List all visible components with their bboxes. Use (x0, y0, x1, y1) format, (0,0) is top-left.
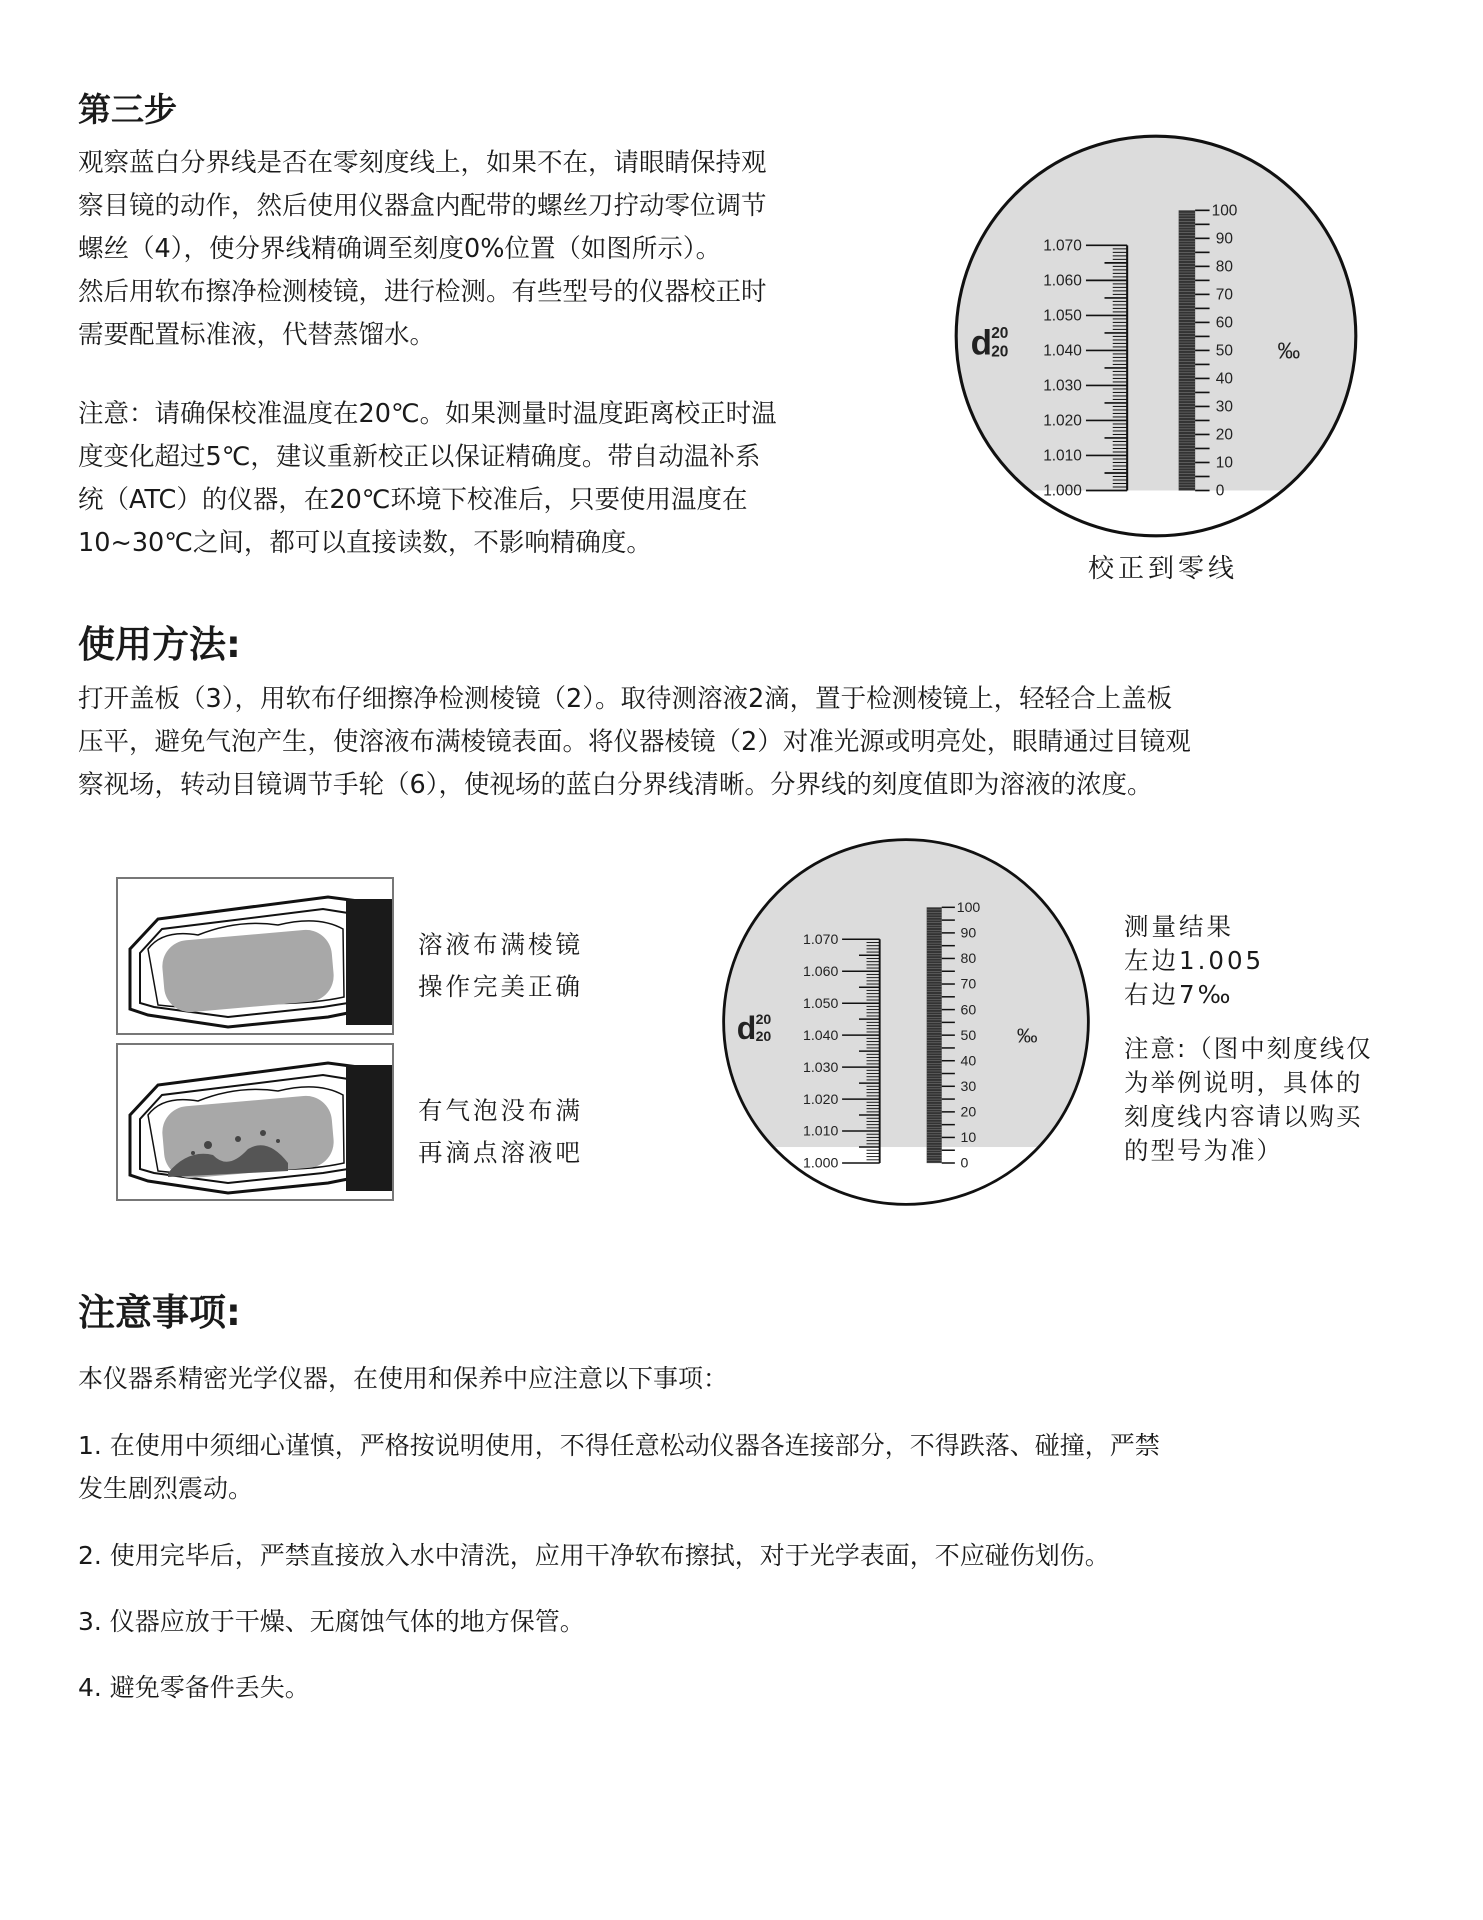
note-line: 的型号为准） (1124, 1136, 1283, 1165)
step3-note (78, 393, 777, 565)
percent-tick-label: 60 (960, 1001, 977, 1018)
text-line: 察视场，转动目镜调节手轮（6），使视场的蓝白分界线清晰。分界线的刻度值即为溶液的浓度。 (78, 770, 1153, 800)
note-line: 注意:（图中刻度线仅 (1124, 1034, 1373, 1063)
precautions-title: 注意事项: (78, 1291, 241, 1334)
permille-unit: ‰ (1277, 337, 1301, 364)
percent-tick-label: 10 (1215, 454, 1233, 472)
percent-tick-label: 90 (1215, 230, 1233, 248)
result-line: 右边7‰ (1124, 980, 1234, 1009)
step3-title: 第三步 (78, 90, 177, 129)
percent-tick-label: 40 (960, 1052, 977, 1069)
measurement-scale-view (718, 834, 1094, 1210)
percent-tick-label: 80 (960, 950, 977, 967)
prism-bad-illustration (116, 1043, 394, 1201)
density-tick-label: 1.070 (1043, 237, 1082, 255)
percent-tick-label: 20 (960, 1103, 977, 1120)
caption-line: 操作完美正确 (418, 972, 583, 1001)
result-note (1124, 1032, 1373, 1168)
text-line: 打开盖板（3），用软布仔细擦净检测棱镜（2）。取待测溶液2滴，置于检测棱镜上，轻轻合上盖板 (78, 684, 1173, 714)
text-line: 发生剧烈震动。 (78, 1474, 254, 1503)
precaution-item-2: 2. 使用完毕后，严禁直接放入水中清洗，应用干净软布擦拭，对于光学表面，不应碰伤划伤。 (78, 1541, 1110, 1570)
text-line: 10~30℃之间，都可以直接读数，不影响精确度。 (78, 528, 652, 558)
measurement-result (1124, 910, 1264, 1012)
dark-field (718, 834, 1094, 1147)
good-caption (418, 927, 583, 1004)
density-tick-label: 1.000 (803, 1154, 839, 1171)
percent-tick-label: 20 (1215, 426, 1233, 444)
density-symbol: d (736, 1009, 757, 1046)
density-tick-label: 1.040 (1043, 342, 1082, 360)
percent-tick-label: 10 (960, 1129, 977, 1146)
percent-tick-label: 70 (960, 975, 977, 992)
caption-line: 再滴点溶液吧 (418, 1138, 583, 1167)
text-line: 观察蓝白分界线是否在零刻度线上，如果不在，请眼睛保持观 (78, 148, 767, 178)
density-tick-label: 1.050 (1043, 307, 1082, 325)
text-line: 统（ATC）的仪器，在20℃环境下校准后，只要使用温度在 (78, 485, 748, 515)
percent-tick-label: 50 (960, 1026, 977, 1043)
step3-text (78, 142, 767, 357)
percent-tick-label: 50 (1215, 342, 1233, 360)
percent-tick-label: 100 (956, 899, 981, 916)
percent-tick-label: 0 (1215, 482, 1225, 500)
percent-tick-label: 100 (1211, 202, 1238, 220)
text-line: 察目镜的动作，然后使用仪器盒内配带的螺丝刀拧动零位调节 (78, 191, 767, 221)
calibration-caption: 校正到零线 (1088, 554, 1239, 584)
text-line: 注意：请确保校准温度在20℃。如果测量时温度距离校正时温 (78, 399, 777, 429)
percent-tick-label: 90 (960, 924, 977, 941)
dark-field (950, 130, 1362, 491)
density-symbol: d (970, 323, 992, 363)
density-symbol-sup: 20 (991, 325, 1009, 343)
density-tick-label: 1.020 (1043, 412, 1082, 430)
text-line: 1. 在使用中须细心谨慎，严格按说明使用，不得任意松动仪器各连接部分，不得跌落、碰撞，严禁 (78, 1431, 1160, 1460)
percent-tick-label: 30 (1215, 398, 1233, 416)
permille-unit: ‰ (1016, 1024, 1038, 1048)
precaution-item-1 (78, 1424, 1160, 1510)
precaution-item-3: 3. 仪器应放于干燥、无腐蚀气体的地方保管。 (78, 1607, 585, 1636)
percent-tick-label: 0 (960, 1154, 969, 1171)
density-tick-label: 1.070 (803, 930, 839, 947)
calibration-scale-view (950, 130, 1362, 542)
percent-tick-label: 40 (1215, 370, 1233, 388)
caption-line: 溶液布满棱镜 (418, 930, 583, 959)
density-symbol-sup: 20 (755, 1010, 772, 1027)
density-tick-label: 1.060 (803, 962, 839, 979)
result-line: 测量结果 (1124, 912, 1234, 941)
density-tick-label: 1.060 (1043, 272, 1082, 290)
density-tick-label: 1.040 (803, 1026, 839, 1043)
usage-text (78, 678, 1191, 807)
density-tick-label: 1.020 (803, 1090, 839, 1107)
percent-tick-label: 80 (1215, 258, 1233, 276)
density-symbol-sub: 20 (991, 343, 1009, 361)
percent-tick-label: 30 (960, 1077, 977, 1094)
density-tick-label: 1.000 (1043, 482, 1082, 500)
text-line: 度变化超过5℃，建议重新校正以保证精确度。带自动温补系 (78, 442, 761, 472)
text-line: 螺丝（4），使分界线精确调至刻度0%位置（如图所示）。 (78, 234, 722, 264)
density-tick-label: 1.010 (803, 1122, 839, 1139)
precautions-intro: 本仪器系精密光学仪器，在使用和保养中应注意以下事项： (78, 1364, 729, 1393)
percent-tick-label: 70 (1215, 286, 1233, 304)
density-tick-label: 1.030 (1043, 377, 1082, 395)
result-line: 左边1.005 (1124, 946, 1265, 975)
bad-caption (418, 1093, 583, 1170)
prism-good-illustration (116, 877, 394, 1035)
prism-full-icon (118, 879, 392, 1033)
density-tick-label: 1.030 (803, 1058, 839, 1075)
text-line: 然后用软布擦净检测棱镜，进行检测。有些型号的仪器校正时 (78, 277, 767, 307)
text-line: 需要配置标准液，代替蒸馏水。 (78, 320, 436, 350)
density-tick-label: 1.010 (1043, 447, 1082, 465)
prism-bubbles-icon (118, 1045, 392, 1199)
density-symbol-sub: 20 (755, 1027, 772, 1044)
precaution-item-4: 4. 避免零备件丢失。 (78, 1673, 310, 1702)
caption-line: 有气泡没布满 (418, 1096, 583, 1125)
percent-tick-label: 60 (1215, 314, 1233, 332)
usage-title: 使用方法: (78, 623, 241, 666)
text-line: 压平，避免气泡产生，使溶液布满棱镜表面。将仪器棱镜（2）对准光源或明亮处，眼睛通过目镜观 (78, 727, 1191, 757)
note-line: 为举例说明，具体的 (1124, 1068, 1363, 1097)
note-line: 刻度线内容请以购买 (1124, 1102, 1363, 1131)
density-tick-label: 1.050 (803, 994, 839, 1011)
